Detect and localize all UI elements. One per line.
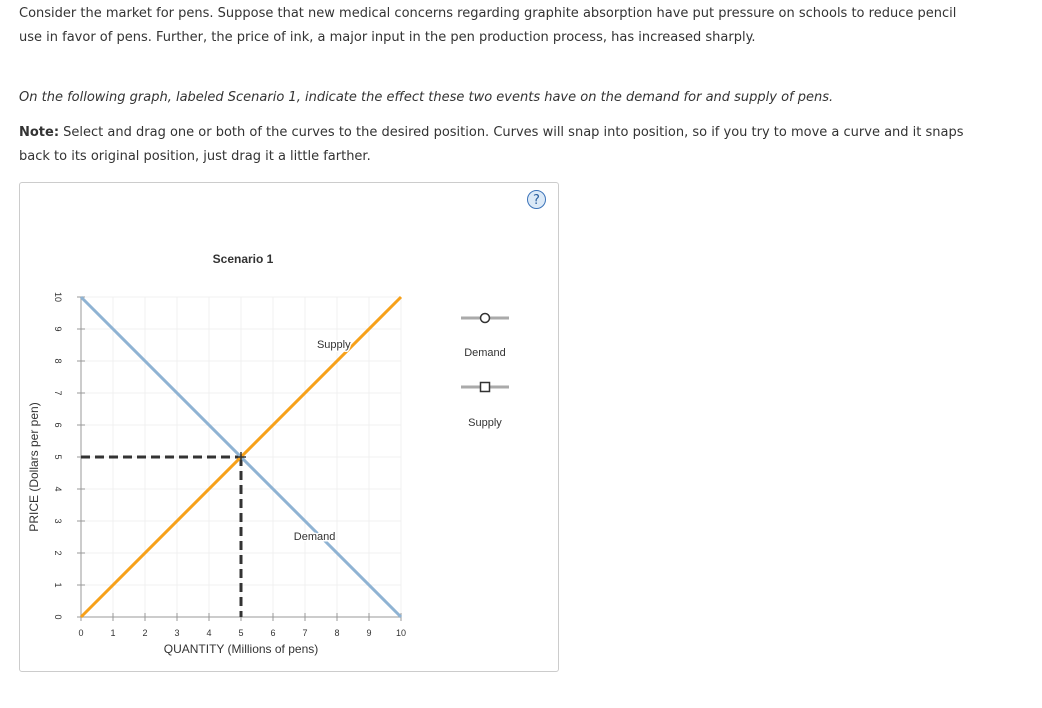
- note-label: Note:: [19, 125, 60, 140]
- y-axis-title: PRICE (Dollars per pen): [27, 402, 41, 532]
- y-tick-label: 10: [53, 291, 63, 303]
- x-tick-label: 9: [366, 628, 372, 638]
- chart-title: Scenario 1: [212, 252, 274, 266]
- x-tick-label: 5: [238, 628, 244, 638]
- y-tick-label: 2: [53, 550, 63, 556]
- x-tick-label: 3: [174, 628, 180, 638]
- legend-demand-circle-icon[interactable]: [481, 314, 490, 323]
- legend-supply-label: Supply: [468, 417, 502, 429]
- supply-curve-label: Supply: [316, 339, 351, 351]
- x-tick-label: 8: [334, 628, 340, 638]
- demand-curve-label: Demand: [293, 531, 336, 543]
- y-tick-label: 7: [53, 390, 63, 396]
- y-tick-label: 9: [53, 326, 63, 332]
- x-tick-label: 1: [110, 628, 116, 638]
- y-tick-label: 5: [53, 454, 63, 460]
- x-tick-label: 2: [142, 628, 148, 638]
- y-tick-label: 0: [53, 614, 63, 620]
- y-tick-label: 6: [53, 422, 63, 428]
- question-paragraph-1: Consider the market for pens. Suppose that new medical concerns regarding graphite absorption have put pressure on schools to reduce pencil use in favor of pens. Further, the price of ink, a major input in the pen production process, has increased sharply.: [19, 6, 957, 45]
- legend-supply-square-icon[interactable]: [481, 383, 490, 392]
- x-tick-label: 7: [302, 628, 308, 638]
- x-axis-title: QUANTITY (Millions of pens): [163, 642, 319, 656]
- y-tick-label: 8: [53, 358, 63, 364]
- help-button[interactable]: ?: [527, 190, 546, 209]
- y-tick-label: 4: [53, 486, 63, 492]
- x-tick-label: 6: [270, 628, 276, 638]
- y-tick-label: 3: [53, 518, 63, 524]
- note-text: Select and drag one or both of the curves to the desired position. Curves will snap into position, so if you try to move a curve and it snaps back to its original position, just drag it a little farther.: [19, 125, 964, 164]
- x-tick-label: 4: [206, 628, 212, 638]
- legend-demand-label: Demand: [464, 347, 506, 359]
- y-tick-label: 1: [53, 582, 63, 588]
- question-paragraph-2: On the following graph, labeled Scenario 1, indicate the effect these two events have on the demand for and supply of pens.: [19, 90, 834, 105]
- x-tick-label: 0: [78, 628, 84, 638]
- x-tick-label: 10: [395, 628, 407, 638]
